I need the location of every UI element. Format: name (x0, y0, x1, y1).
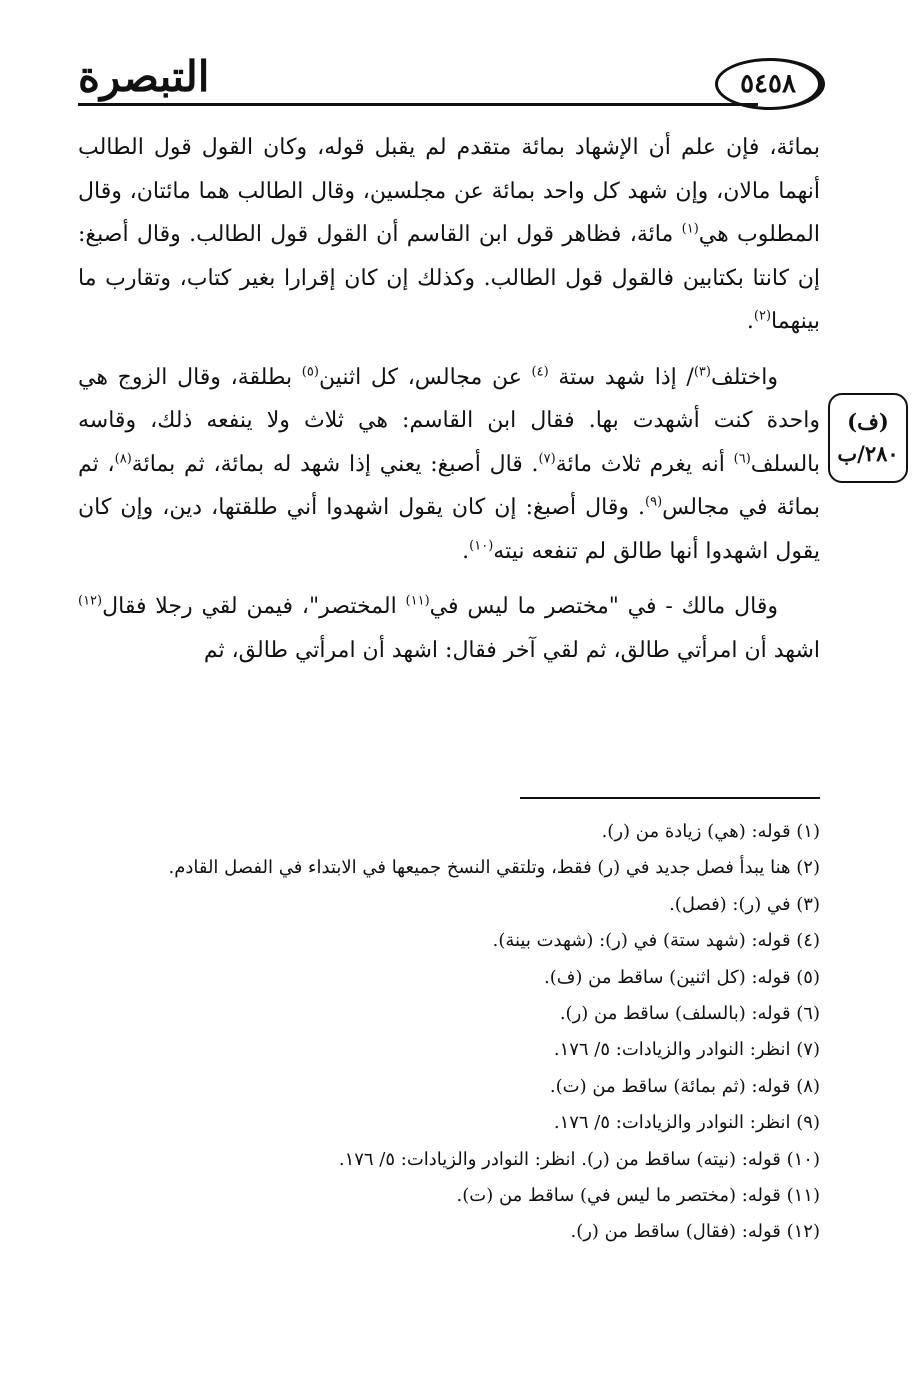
footnote-item: (٣) في (ر): (فصل). (669, 893, 820, 915)
header-rule (78, 103, 758, 106)
footnote-ref: (٩) (645, 494, 663, 510)
footnote-ref: (٢) (753, 308, 772, 324)
footnote-ref: (٦) (733, 451, 751, 467)
margin-folio-note (828, 393, 908, 483)
footnote-ref: (١٢) (78, 593, 103, 609)
text-run: عن مجالس، كل اثنين (318, 364, 532, 390)
text-run: . وقال أصبغ: إن كان يقول اشهدوا أني طلقتها، دين، وإن كان يقول اشهدوا أنها طالق لم تنفعه نيته (78, 495, 820, 564)
footnote-item: (١٠) قوله: (نيته) ساقط من (ر). انظر: النوادر والزيادات: ٥/ ١٧٦. (338, 1148, 820, 1170)
page-number-badge: ٥٤٥٨ (715, 58, 825, 110)
text-run: المختصر"، فيمن لقي رجلا فقال (102, 594, 406, 619)
text-run: . (746, 309, 754, 334)
footnote-separator (520, 797, 820, 799)
footnote-item: (٧) انظر: النوادر والزيادات: ٥/ ١٧٦. (553, 1039, 820, 1061)
footnote-item: (٢) هنا يبدأ فصل جديد في (ر) فقط، وتلتقي النسخ جميعها في الابتداء في الفصل القادم. (168, 857, 820, 879)
footnote-ref: (١١) (405, 593, 430, 609)
footnote-item: (٥) قوله: (كل اثنين) ساقط من (ف). (543, 966, 820, 988)
text-run: وقال مالك - في "مختصر ما ليس في (429, 594, 778, 619)
footnote-item: (١٢) قوله: (فقال) ساقط من (ر). (570, 1221, 820, 1243)
footnotes-list (78, 814, 820, 1251)
text-run: / إذا شهد ستة (548, 364, 694, 390)
text-run: أنه يغرم ثلاث مائة (555, 451, 734, 477)
paragraph-2 (78, 356, 820, 574)
footnote-item: (٩) انظر: النوادر والزيادات: ٥/ ١٧٦. (553, 1112, 820, 1134)
margin-note-source: (ف) (847, 409, 889, 434)
text-run: . (462, 538, 470, 564)
book-title: التبصرة (78, 52, 210, 101)
paragraph-1 (78, 126, 820, 344)
footnote-item: (٤) قوله: (شهد ستة) في (ر): (شهدت بينة). (492, 930, 820, 952)
footnote-item: (٦) قوله: (بالسلف) ساقط من (ر). (559, 1003, 820, 1025)
text-run: . قال أصبغ: يعني إذا شهد له بمائة، ثم بمائة (131, 451, 539, 477)
footnote-ref: (١) (681, 221, 699, 237)
footnote-ref: (١٠) (469, 538, 494, 554)
paragraph-3 (78, 585, 820, 672)
footnote-item: (١) قوله: (هي) زيادة من (ر). (601, 821, 820, 842)
text-run: واختلف (710, 364, 779, 390)
text-run: بطلقة، وقال الزوج هي واحدة كنت أشهدت بها. فقال ابن القاسم: هي ثلاث ولا ينفعه ذلك، وقاسه بالسلف (78, 364, 820, 477)
footnote-ref: (٤) (531, 364, 549, 380)
page-header (0, 0, 920, 120)
text-run: ، ثم بمائة في مجالس (78, 451, 821, 520)
footnote-item: (٨) قوله: (ثم بمائة) ساقط من (ت). (549, 1075, 820, 1097)
footnote-ref: (٨) (114, 451, 132, 467)
margin-note-folio: ٢٨٠/ب (837, 441, 899, 466)
footnote-ref: (٥) (301, 364, 319, 380)
footnote-ref: (٣) (693, 364, 711, 380)
footnote-ref: (٧) (538, 451, 556, 467)
text-run: بمائة، فإن علم أن الإشهاد بمائة متقدم لم يقبل قوله، وكان القول قول الطالب أنهما مالان، وإن شهد كل واحد بمائة عن مجلسين، وقال الطالب هما مائتان، وقال المطلوب هي (78, 135, 820, 247)
footnote-item: (١١) قوله: (مختصر ما ليس في) ساقط من (ت). (456, 1185, 820, 1207)
text-run: اشهد أن امرأتي طالق، ثم لقي آخر فقال: اشهد أن امرأتي طالق، ثم (203, 637, 820, 663)
main-text (78, 126, 820, 684)
text-run: مائة، فظاهر قول ابن القاسم أن القول قول الطالب. وقال أصبغ: إن كانتا بكتابين فالقول قول الطالب. وكذلك إن كان إقرارا بغير كتاب، وتقارب ما بينهما (78, 222, 820, 334)
